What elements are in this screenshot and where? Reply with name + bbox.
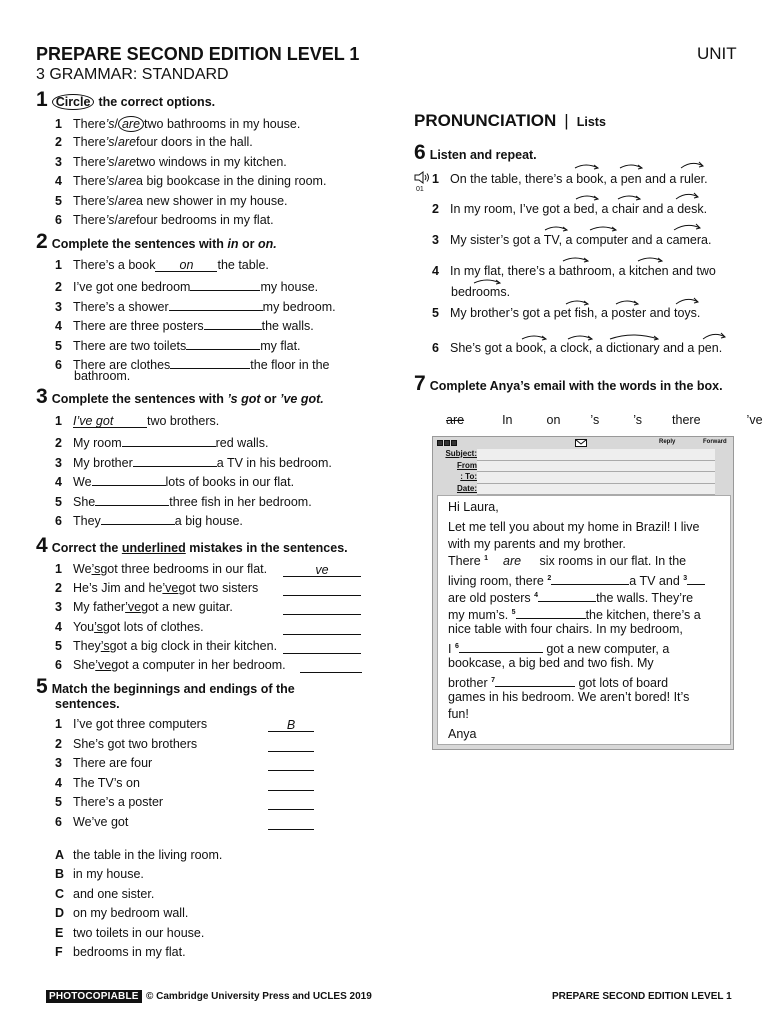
answer-blank[interactable]: ve bbox=[283, 563, 361, 577]
list-item bbox=[55, 511, 243, 528]
item-number: 5 bbox=[55, 639, 62, 653]
list-item bbox=[55, 776, 140, 790]
section-subtitle: Lists bbox=[576, 115, 606, 129]
option-1[interactable]: ’s bbox=[105, 155, 115, 169]
item-number: 4 bbox=[55, 620, 62, 634]
underlined-mistake: ’ve bbox=[162, 581, 179, 595]
item-number: 5 bbox=[55, 339, 62, 353]
list-item bbox=[55, 433, 268, 450]
option-2[interactable]: are bbox=[118, 116, 144, 132]
item-text: There bbox=[73, 213, 106, 227]
audio-track-number: 01 bbox=[416, 186, 424, 193]
item-number: 6 bbox=[55, 658, 62, 672]
item-text: my house. bbox=[260, 280, 319, 294]
answer-blank[interactable] bbox=[95, 492, 169, 506]
rising-arrow-icon bbox=[563, 258, 588, 262]
ending-letter: E bbox=[55, 926, 64, 940]
forward-button[interactable]: Forward bbox=[703, 439, 727, 445]
ending-item bbox=[55, 906, 188, 920]
item-text: In my room, I’ve got a bed, a chair and a desk. bbox=[450, 202, 708, 216]
option-2[interactable]: are bbox=[117, 194, 137, 208]
item-text: My brother bbox=[73, 456, 133, 470]
instruction-underlined: underlined bbox=[121, 541, 186, 555]
option-2[interactable]: are bbox=[117, 155, 137, 169]
falling-arrow-icon bbox=[676, 298, 698, 304]
item-number: 2 bbox=[55, 436, 62, 450]
item-number: 3 bbox=[55, 456, 62, 470]
item-number: 6 bbox=[432, 341, 439, 355]
answer-blank[interactable] bbox=[133, 453, 217, 467]
item-number: 1 bbox=[55, 562, 62, 576]
falling-arrow-icon bbox=[676, 193, 698, 199]
copyright-text: © Cambridge University Press and UCLES 2019 bbox=[146, 991, 372, 1002]
gap-number: 1 bbox=[484, 554, 489, 562]
rising-arrow-icon bbox=[620, 165, 642, 169]
ending-letter: D bbox=[55, 906, 65, 920]
instruction-text: Complete Anya’s email with the words in the box. bbox=[429, 379, 723, 393]
item-number: 2 bbox=[55, 581, 62, 595]
item-text: four doors in the hall. bbox=[136, 135, 253, 149]
divider: | bbox=[564, 111, 569, 130]
instruction-word: on. bbox=[257, 237, 277, 251]
email-answer-blank[interactable]: are bbox=[503, 554, 522, 568]
answer-blank[interactable] bbox=[268, 738, 314, 752]
envelope-icon[interactable] bbox=[575, 439, 587, 447]
underlined-mistake: ’ve bbox=[95, 658, 112, 672]
email-line: I $^6$ got a new computer, a bbox=[448, 639, 669, 656]
item-text: I’ve got one bedroom bbox=[73, 280, 191, 294]
item-text: We bbox=[73, 562, 92, 576]
item-number: 1 bbox=[55, 117, 62, 131]
option-1[interactable]: ’s bbox=[105, 117, 115, 131]
item-number: 1 bbox=[432, 172, 439, 186]
exercise-number: 4 bbox=[36, 534, 48, 557]
ending-text: bedrooms in my flat. bbox=[73, 945, 186, 959]
item-text: There’s a poster bbox=[73, 795, 164, 809]
ending-item bbox=[55, 926, 204, 940]
list-item bbox=[55, 414, 219, 428]
option-2[interactable]: are bbox=[117, 174, 137, 188]
item-number: 4 bbox=[55, 776, 62, 790]
email-answer-blank[interactable] bbox=[687, 571, 705, 585]
instruction-word: ’s got bbox=[227, 392, 261, 406]
item-text: my flat. bbox=[260, 339, 301, 353]
instruction-text: mistakes in the sentences. bbox=[185, 541, 348, 555]
item-text: There are three posters bbox=[73, 319, 204, 333]
item-text: got two sisters bbox=[178, 581, 259, 595]
email-line: my mum’s. $^5$ the kitchen, there’s a bbox=[448, 605, 701, 622]
ending-letter: B bbox=[55, 867, 65, 881]
ending-item bbox=[55, 887, 154, 901]
ending-letter: A bbox=[55, 848, 65, 862]
ex2-item6-continuation: bathroom. bbox=[74, 369, 131, 383]
to-field[interactable] bbox=[477, 472, 715, 484]
answer-blank[interactable]: on bbox=[155, 258, 217, 272]
item-number: 3 bbox=[55, 756, 62, 770]
item-text: three fish in her bedroom. bbox=[169, 495, 312, 509]
unit-label: UNIT bbox=[697, 44, 737, 63]
item-text: She’s got a book, a clock, a dictionary and a pen. bbox=[450, 341, 723, 355]
item-text: There are four bbox=[73, 756, 153, 770]
list-item bbox=[55, 453, 332, 470]
email-body bbox=[437, 495, 731, 745]
item-text: the walls. bbox=[261, 319, 314, 333]
option-separator: / bbox=[114, 135, 118, 149]
list-item bbox=[55, 620, 204, 634]
word-box-item: on bbox=[546, 413, 561, 427]
item-text: We bbox=[73, 475, 92, 489]
email-answer-blank[interactable] bbox=[495, 673, 575, 687]
list-item bbox=[55, 658, 286, 672]
answer-blank[interactable] bbox=[92, 472, 166, 486]
item-text: The TV’s on bbox=[73, 776, 140, 790]
falling-arrow-icon bbox=[703, 333, 725, 339]
item-text: You bbox=[73, 620, 95, 634]
item-number: 6 bbox=[55, 815, 62, 829]
rising-arrow-icon bbox=[618, 196, 640, 200]
exercise-5-heading bbox=[36, 676, 295, 697]
answer-blank[interactable]: B bbox=[268, 718, 314, 732]
option-separator: / bbox=[114, 174, 118, 188]
item-number: 3 bbox=[55, 300, 62, 314]
list-item bbox=[55, 717, 207, 731]
item-text: There bbox=[73, 117, 106, 131]
instruction-text: the correct options. bbox=[98, 95, 216, 109]
underlined-mistake: ’s bbox=[100, 639, 110, 653]
rising-arrow-icon bbox=[566, 301, 588, 305]
subject-field[interactable] bbox=[477, 449, 715, 461]
item-text: red walls. bbox=[215, 436, 269, 450]
email-line: brother $^7$ got lots of board bbox=[448, 673, 668, 690]
email-signature: Anya bbox=[448, 727, 477, 741]
gap-number: 3 bbox=[683, 574, 688, 582]
rising-arrow-icon bbox=[590, 227, 616, 231]
item-text: my bedroom. bbox=[262, 300, 336, 314]
item-number: 5 bbox=[55, 495, 62, 509]
list-item bbox=[55, 492, 312, 509]
circle-word: Circle bbox=[52, 94, 95, 110]
email-toolbar bbox=[433, 437, 733, 449]
ending-letter: F bbox=[55, 945, 63, 959]
item-text: There are two toilets bbox=[73, 339, 187, 353]
email-line: fun! bbox=[448, 707, 469, 721]
gap-number: 2 bbox=[547, 574, 552, 582]
item-number: 5 bbox=[432, 306, 439, 320]
ending-text: two toilets in our house. bbox=[73, 926, 205, 940]
item-text: In my flat, there’s a bathroom, a kitchen and two bbox=[450, 264, 716, 278]
list-item bbox=[55, 562, 267, 576]
item-number: 5 bbox=[55, 194, 62, 208]
rising-arrow-icon bbox=[568, 336, 592, 340]
item-text: He’s Jim and he bbox=[73, 581, 163, 595]
list-item bbox=[55, 639, 277, 653]
item-text: On the table, there’s a book, a pen and a ruler. bbox=[450, 172, 708, 186]
ending-letter: C bbox=[55, 887, 65, 901]
item-text: two bathrooms in my house. bbox=[144, 117, 301, 131]
list-item bbox=[55, 756, 152, 770]
answer-blank[interactable] bbox=[283, 621, 361, 635]
email-line: with my parents and my brother. bbox=[448, 537, 626, 551]
word-box-item: are bbox=[446, 413, 465, 427]
instruction-word: in bbox=[227, 237, 239, 251]
item-number: 3 bbox=[432, 233, 439, 247]
list-item bbox=[55, 737, 197, 751]
answer-blank[interactable] bbox=[268, 777, 314, 791]
item-text: got lots of clothes. bbox=[102, 620, 204, 634]
option-separator: / bbox=[114, 194, 118, 208]
item-text: They bbox=[73, 514, 101, 528]
item-number: 4 bbox=[432, 264, 439, 278]
item-text: We’ve got bbox=[73, 815, 129, 829]
item-text: She bbox=[73, 658, 96, 672]
window-control-icon[interactable] bbox=[444, 440, 450, 446]
answer-blank[interactable] bbox=[101, 511, 175, 525]
answer-blank[interactable] bbox=[283, 601, 361, 615]
word-box-item: ’s bbox=[633, 413, 643, 427]
item-text: My sister’s got a TV, a computer and a camera. bbox=[450, 233, 712, 247]
answer-blank[interactable] bbox=[268, 796, 314, 810]
rising-arrow-icon bbox=[616, 301, 638, 305]
item-number: 2 bbox=[55, 280, 62, 294]
item-text: a TV in his bedroom. bbox=[216, 456, 332, 470]
item-text: a big house. bbox=[174, 514, 243, 528]
rising-arrow-icon bbox=[545, 227, 567, 231]
item-text: two brothers. bbox=[147, 414, 220, 428]
exercise-number: 6 bbox=[414, 141, 426, 164]
item-number: 4 bbox=[55, 174, 62, 188]
item-number: 2 bbox=[55, 135, 62, 149]
option-1[interactable]: ’s bbox=[105, 174, 115, 188]
item-text: There are clothes bbox=[73, 358, 171, 372]
instruction-text: sentences. bbox=[55, 697, 120, 711]
gap-number: 6 bbox=[454, 642, 459, 650]
option-separator: / bbox=[114, 213, 118, 227]
option-2[interactable]: are bbox=[117, 135, 137, 149]
item-text: There’s a shower bbox=[73, 300, 169, 314]
rising-arrow-icon bbox=[522, 336, 546, 340]
rising-arrow-icon bbox=[638, 258, 662, 262]
exercise-5-heading-line2 bbox=[55, 697, 120, 711]
email-header-fields bbox=[477, 449, 715, 495]
answer-blank[interactable] bbox=[122, 433, 216, 447]
email-line: nice table with four chairs. In my bedroom, bbox=[448, 622, 683, 636]
item-number: 4 bbox=[55, 319, 62, 333]
instruction-text: or bbox=[238, 237, 258, 251]
option-separator: / bbox=[114, 117, 118, 131]
email-line: Let me tell you about my home in Brazil! I live bbox=[448, 520, 700, 534]
reply-button[interactable]: Reply bbox=[659, 439, 676, 445]
exercise-number: 7 bbox=[414, 372, 426, 395]
email-line: There $^1$ are six rooms in our flat. In the bbox=[448, 554, 687, 568]
email-line: bookcase, a big bed and two fish. My bbox=[448, 656, 654, 670]
subject-label: Subject: bbox=[445, 449, 477, 458]
instruction-text: Complete the sentences with bbox=[51, 392, 228, 406]
item-number: 1 bbox=[55, 414, 62, 428]
falling-arrow-icon bbox=[674, 224, 700, 230]
instruction-text: or bbox=[260, 392, 280, 406]
email-line: are old posters $^4$ the walls. They’re bbox=[448, 588, 693, 605]
answer-blank[interactable] bbox=[300, 659, 362, 673]
email-answer-blank[interactable] bbox=[459, 639, 543, 653]
item-number: 6 bbox=[55, 514, 62, 528]
underlined-mistake: ’s bbox=[91, 562, 101, 576]
item-text: four bedrooms in my flat. bbox=[136, 213, 274, 227]
item-text: the floor in the bbox=[250, 358, 330, 372]
instruction-text: Listen and repeat. bbox=[429, 148, 537, 162]
item-text: I’ve got three computers bbox=[73, 717, 208, 731]
item-number: 3 bbox=[55, 155, 62, 169]
underlined-mistake: ’ve bbox=[125, 600, 142, 614]
answer-blank[interactable] bbox=[283, 582, 361, 596]
item-text: a big bookcase in the dining room. bbox=[136, 174, 327, 188]
ending-text: the table in the living room. bbox=[73, 848, 223, 862]
footer-title: PREPARE SECOND EDITION LEVEL 1 bbox=[552, 991, 732, 1002]
date-label: Date: bbox=[456, 483, 477, 493]
item-number: 3 bbox=[55, 600, 62, 614]
item-text: There’s a book bbox=[73, 258, 156, 272]
item-text: They bbox=[73, 639, 101, 653]
intonation-arrows bbox=[0, 0, 768, 400]
instruction-text: Match the beginnings and endings of the bbox=[51, 682, 295, 696]
item-text: My brother’s got a pet fish, a poster and toys. bbox=[450, 306, 701, 320]
word-box-item: ’ve bbox=[746, 413, 763, 427]
option-1[interactable]: ’s bbox=[105, 194, 115, 208]
answer-blank[interactable]: I’ve got bbox=[73, 414, 147, 428]
ending-text: on my bedroom wall. bbox=[73, 906, 189, 920]
ending-item bbox=[55, 867, 144, 881]
exercise-number: 3 bbox=[36, 385, 48, 408]
item-text: got three bedrooms in our flat. bbox=[100, 562, 268, 576]
ending-text: and one sister. bbox=[73, 887, 155, 901]
word-box bbox=[446, 413, 763, 427]
email-answer-blank[interactable] bbox=[551, 571, 629, 585]
exercise-number: 1 bbox=[36, 88, 48, 111]
item-text: There bbox=[73, 155, 106, 169]
date-field[interactable] bbox=[477, 484, 715, 496]
photocopiable-badge: PHOTOCOPIABLE bbox=[46, 990, 142, 1003]
option-separator: / bbox=[114, 155, 118, 169]
window-control-icon[interactable] bbox=[451, 440, 457, 446]
to-label: : To: bbox=[460, 472, 477, 481]
falling-arrow-icon bbox=[474, 280, 500, 284]
option-1[interactable]: ’s bbox=[105, 135, 115, 149]
instruction-word: ’ve got. bbox=[279, 392, 324, 406]
window-controls bbox=[437, 440, 457, 446]
item-number: 2 bbox=[55, 737, 62, 751]
item-text: a new shower in my house. bbox=[136, 194, 288, 208]
item-text: There bbox=[73, 174, 106, 188]
item-text: My father bbox=[73, 600, 126, 614]
item-number: 4 bbox=[55, 475, 62, 489]
instruction-text: Complete the sentences with bbox=[51, 237, 228, 251]
ex6-item4-continuation: bedrooms. bbox=[451, 285, 511, 299]
gap-number: 7 bbox=[491, 676, 495, 684]
ending-item bbox=[55, 848, 222, 862]
email-line: games in his bedroom. We aren’t bored! It’s bbox=[448, 690, 690, 704]
word-box-item: ’s bbox=[590, 413, 600, 427]
item-number: 6 bbox=[55, 358, 62, 372]
item-text: She’s got two brothers bbox=[73, 737, 198, 751]
exercise-number: 2 bbox=[36, 230, 48, 253]
item-number: 5 bbox=[55, 795, 62, 809]
rising-arrow-icon bbox=[576, 196, 598, 200]
from-label: From bbox=[457, 460, 477, 470]
exercise-number: 5 bbox=[36, 675, 48, 698]
exercise-4-heading bbox=[36, 535, 348, 556]
answer-blank[interactable] bbox=[268, 816, 314, 830]
gap-number: 4 bbox=[534, 591, 539, 599]
list-item bbox=[55, 581, 258, 595]
item-number: 2 bbox=[432, 202, 439, 216]
instruction-text: Correct the bbox=[51, 541, 122, 555]
option-2[interactable]: are bbox=[117, 213, 137, 227]
window-control-icon[interactable] bbox=[437, 440, 443, 446]
list-item bbox=[55, 600, 233, 614]
ending-item bbox=[55, 945, 186, 959]
item-text: She bbox=[73, 495, 96, 509]
word-box-item: there bbox=[672, 413, 701, 427]
item-number: 1 bbox=[55, 717, 62, 731]
rising-arrow-icon bbox=[610, 335, 658, 340]
item-number: 1 bbox=[55, 258, 62, 272]
item-text: My room bbox=[73, 436, 122, 450]
rising-arrow-icon bbox=[575, 165, 598, 169]
falling-arrow-icon bbox=[681, 162, 703, 168]
option-1[interactable]: ’s bbox=[105, 213, 115, 227]
email-answer-blank[interactable] bbox=[538, 588, 596, 602]
gap-number: 5 bbox=[511, 608, 516, 616]
item-text: got a computer in her bedroom. bbox=[111, 658, 286, 672]
list-item bbox=[55, 795, 163, 809]
from-field[interactable] bbox=[477, 461, 715, 473]
exercise-7-heading bbox=[414, 373, 723, 394]
item-text: There bbox=[73, 135, 106, 149]
list-item bbox=[55, 815, 128, 829]
answer-blank[interactable] bbox=[283, 640, 361, 654]
page-subtitle: 3 GRAMMAR: STANDARD bbox=[36, 66, 229, 83]
email-line: living room, there $^2$ a TV and $^3$ bbox=[448, 571, 705, 588]
underlined-mistake: ’s bbox=[94, 620, 103, 634]
answer-blank[interactable] bbox=[268, 757, 314, 771]
item-text: the table. bbox=[217, 258, 269, 272]
email-window bbox=[432, 436, 734, 750]
word-box-item: In bbox=[502, 413, 513, 427]
email-greeting: Hi Laura, bbox=[448, 500, 499, 514]
item-text: got a big clock in their kitchen. bbox=[109, 639, 278, 653]
item-text: two windows in my kitchen. bbox=[136, 155, 287, 169]
item-number: 6 bbox=[55, 213, 62, 227]
section-title: PRONUNCIATION bbox=[414, 111, 557, 130]
page-title: PREPARE SECOND EDITION LEVEL 1 bbox=[36, 44, 360, 64]
item-text: got a new guitar. bbox=[141, 600, 233, 614]
item-text: lots of books in our flat. bbox=[165, 475, 295, 489]
email-answer-blank[interactable] bbox=[516, 605, 586, 619]
item-text: There bbox=[73, 194, 106, 208]
list-item bbox=[55, 472, 294, 489]
ending-text: in my house. bbox=[73, 867, 144, 881]
